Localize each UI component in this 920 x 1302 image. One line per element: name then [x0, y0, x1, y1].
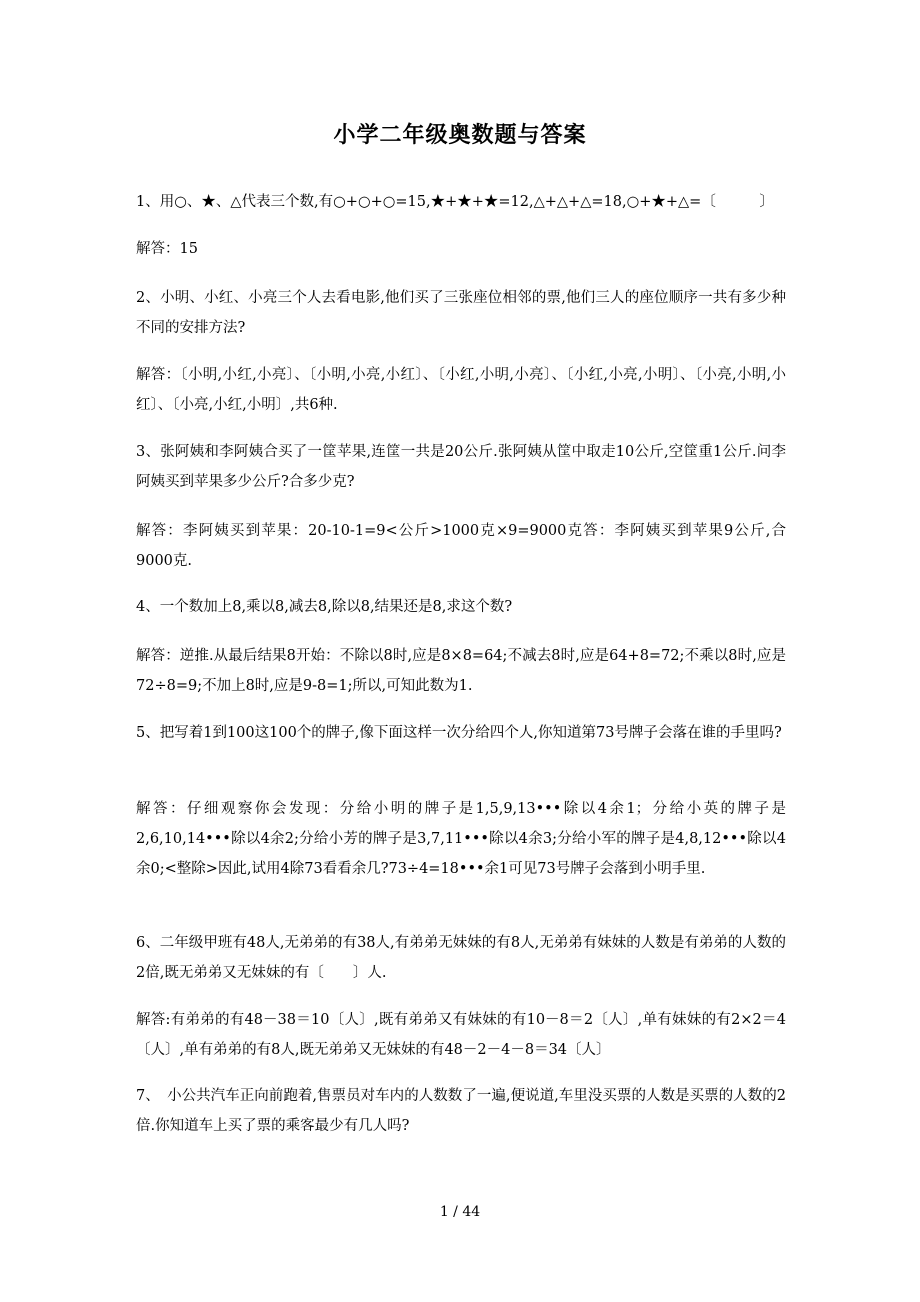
answer-3: 解答：李阿姨买到苹果：20-10-1=9<公斤>1000克×9=9000克答：李阿姨买到苹果9公斤,合9000克. [136, 523, 786, 569]
page-number: 1 / 44 [439, 1204, 481, 1220]
question-4: 4、一个数加上8,乘以8,减去8,除以8,结果还是8,求这个数? [136, 599, 513, 615]
answer-1: 解答：15 [136, 241, 198, 257]
question-7: 7、 小公共汽车正向前跑着,售票员对车内的人数数了一遍,便说道,车里没买票的人数是买票的人数的2倍.你知道车上买了票的乘客最少有几人吗? [136, 1088, 786, 1134]
question-5: 5、把写着1到100这100个的牌子,像下面这样一次分给四个人,你知道第73号牌子会落在谁的手里吗? [136, 725, 782, 741]
answer-5: 解答：仔细观察你会发现：分给小明的牌子是1,5,9,13•••除以4余1；分给小英的牌子是2,6,10,14•••除以4余2;分给小芳的牌子是3,7,11•••除以4余3;分给小军的牌子是4,8,12•••除以4余0;<整除>因此,试用4除73看看余几?73÷4=18•••余1可见73号牌子会落到小明手里. [136, 801, 786, 877]
answer-6: 解答:有弟弟的有48－38＝10〔人〕,既有弟弟又有妹妹的有10－8＝2〔人〕,单有妹妹的有2×2＝4〔人〕,单有弟弟的有8人,既无弟弟又无妹妹的有48－2－4－8＝34〔人〕 [136, 1012, 786, 1058]
question-6: 6、二年级甲班有48人,无弟弟的有38人,有弟弟无妹妹的有8人,无弟弟有妹妹的人数是有弟弟的人数的2倍,既无弟弟又无妹妹的有〔 〕人. [136, 935, 786, 981]
question-1: 1、用○、★、△代表三个数,有○+○+○=15,★+★+★=12,△+△+△=18,○+★+△=〔 〕 [136, 194, 774, 210]
question-2: 2、小明、小红、小亮三个人去看电影,他们买了三张座位相邻的票,他们三人的座位顺序一共有多少种不同的安排方法? [136, 290, 786, 336]
document-title: 小学二年级奥数题与答案 [333, 122, 587, 148]
answer-2: 解答：〔小明,小红,小亮〕、〔小明,小亮,小红〕、〔小红,小明,小亮〕、〔小红,小亮,小明〕、〔小亮,小明,小红〕、〔小亮,小红,小明〕,共6种. [136, 367, 786, 413]
question-3: 3、张阿姨和李阿姨合买了一筐苹果,连筐一共是20公斤.张阿姨从筐中取走10公斤,空筐重1公斤.问李阿姨买到苹果多少公斤?合多少克? [136, 444, 786, 490]
answer-4: 解答：逆推.从最后结果8开始：不除以8时,应是8×8=64;不减去8时,应是64+8=72;不乘以8时,应是72÷8=9;不加上8时,应是9-8=1;所以,可知此数为1. [136, 648, 786, 694]
